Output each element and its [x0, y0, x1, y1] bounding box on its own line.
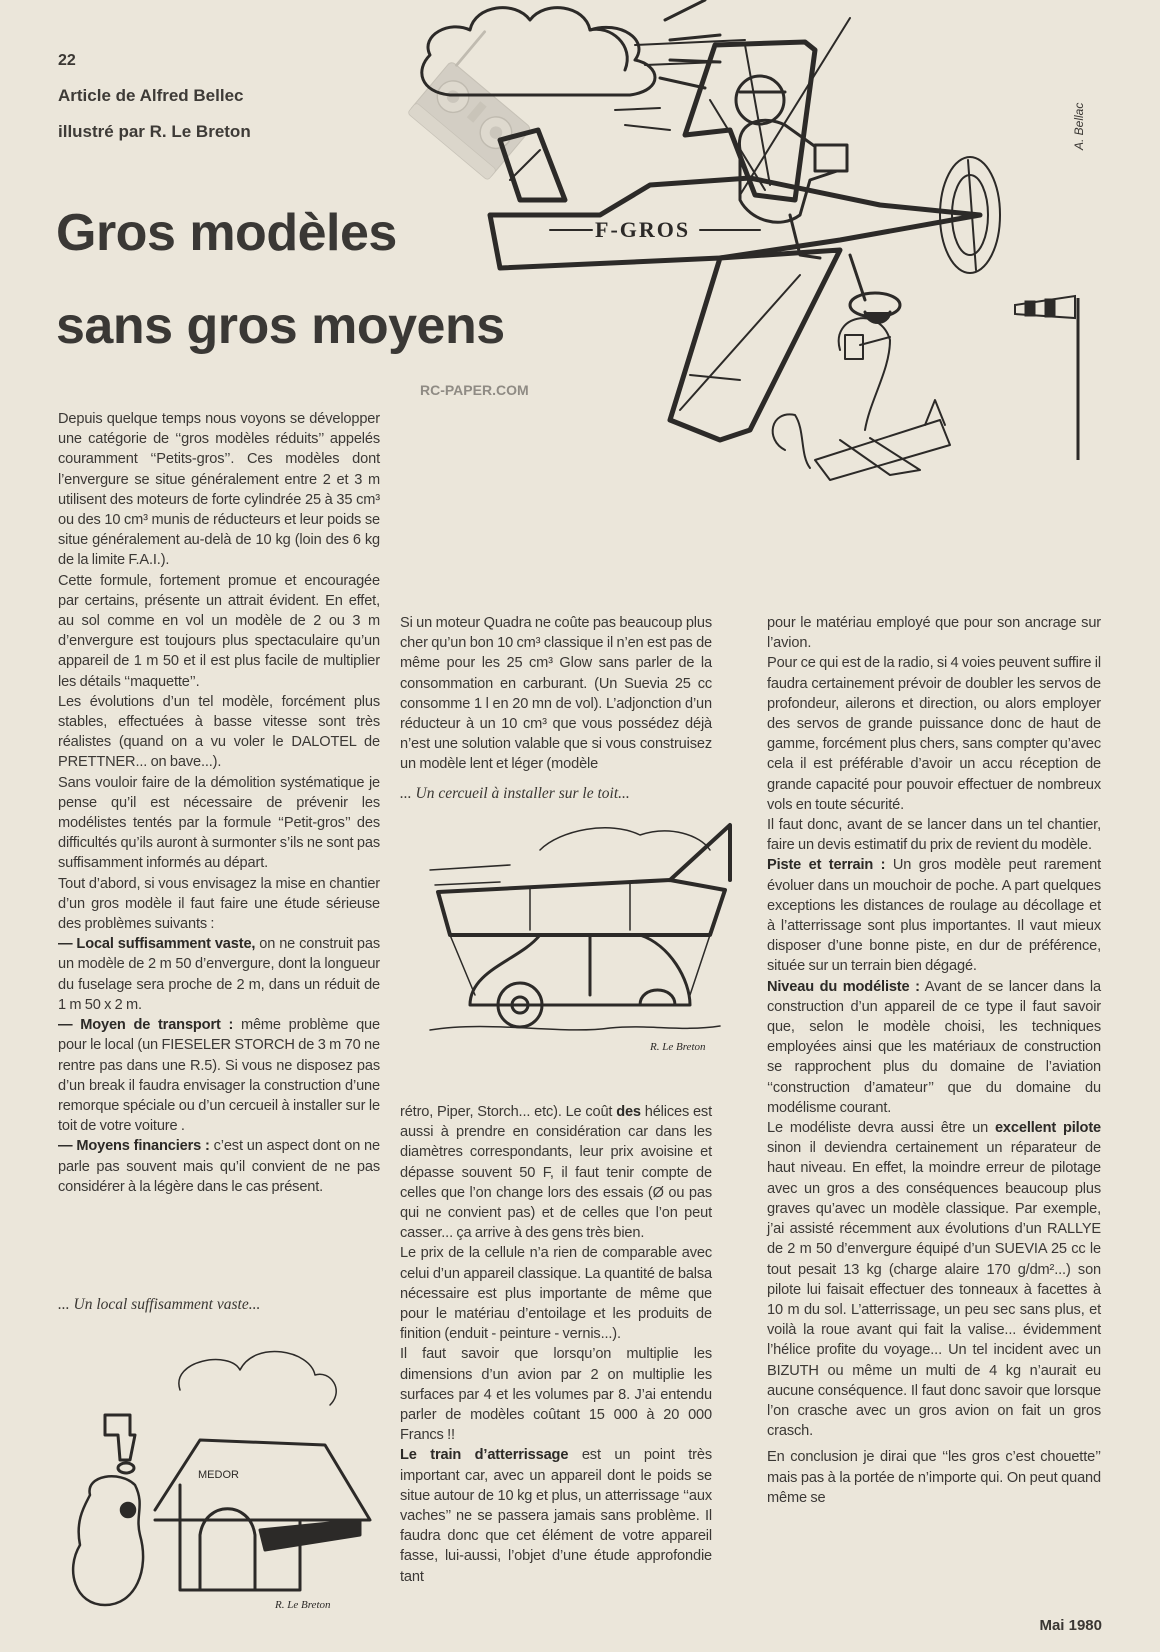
paragraph: Si un moteur Quadra ne coûte pas beaucoup plus cher qu’un bon 10 cm³ classique il n’en est pas de même pour les 25 cm³ Glow sans parler de la consommation en carburant. (Un Suevia 25 cc consomme 1 l en 20 mn de vol). L’adjonction d’un réducteur à un 10 cm³ que vous possédez déjà n’est une solution valable que si vous construisez un modèle lent et léger (modèle	[400, 615, 712, 773]
paragraph: Sans vouloir faire de la démolition systématique je pense qu’il est nécessaire de prévenir les modélistes tentés par la formule ‘‘Petit-gros’’ des difficultés qu’ils auront à surmonter s’ils ne sont pas suffisamment informés au départ.	[58, 774, 380, 872]
plane-registration: F-GROS	[595, 217, 691, 242]
text-run: rétro, Piper, Storch... etc). Le coût	[400, 1104, 617, 1120]
paragraph: Tout d’abord, si vous envisagez la mise en chantier d’un gros modèle il faut faire une étude sérieuse des problèmes suivants :	[58, 875, 380, 933]
kennel-illustration	[60, 1320, 380, 1620]
paragraph	[767, 855, 1101, 976]
paragraph	[767, 1118, 1101, 1441]
bold-text: excellent pilote	[994, 1120, 1101, 1137]
article-column-2-top	[400, 613, 712, 775]
article-column-3	[767, 613, 1101, 1508]
list-item	[58, 1015, 380, 1136]
paragraph: Il faut donc, avant de se lancer dans un tel chantier, faire un devis estimatif du prix de revient du modèle.	[767, 817, 1101, 854]
list-item-text: on ne construit pas un modèle de 2 m 50 d’envergure, dont la longueur du fuselage sera proche de 2 m, dans un réduit de 1 m 50 x 2 m.	[58, 936, 380, 1013]
list-item-label: — Local suffisamment vaste,	[58, 936, 256, 953]
car-caption: ... Un cercueil à installer sur le toit...	[400, 784, 630, 802]
paragraph: En conclusion je dirai que ‘‘les gros c’est chouette’’ mais pas à la portée de n’importe qui. On peut quand même se	[767, 1449, 1101, 1506]
paragraph	[400, 1445, 712, 1586]
paragraph: Cette formule, fortement promue et encouragée par certains, présente un attrait évident. En effet, au sol comme en vol un modèle de 2 ou 3 m d’envergure est toujours plus spectaculaire qu’un appareil de 1 m 50 et il est plus facile de multiplier les détails ‘‘maquette’’.	[58, 572, 380, 690]
list-item-label: — Moyen de transport :	[58, 1017, 234, 1034]
dog-figure	[73, 1476, 143, 1605]
list-item-text: même problème que pour le local (un FIESELER STORCH de 3 m 70 ne rentre pas dans une R.5). Si vous ne disposez pas d’un break il faudra envisager la construction d’une remorque spéciale ou d’un cercueil à installer sur le toit de votre voiture .	[58, 1017, 380, 1135]
paragraph: Il faut savoir que lorsqu’on multiplie les dimensions d’un avion par 2 on multiplie les surfaces par 4 et les volumes par 8. J’ai entendu parler de modèles coûtant 15 000 à 20 000 Francs !!	[400, 1346, 712, 1444]
paragraph	[767, 977, 1101, 1118]
coffin-box	[438, 825, 730, 935]
paragraph: Le prix de la cellule n’a rien de comparable avec celui d’un appareil classique. La quantité de balsa nécessaire est plus importante de même que pour le matériau d’entoilage et les produits de finition (enduit - peinture - vernis...).	[400, 1245, 712, 1343]
article-column-2-bottom	[400, 1102, 712, 1587]
cloud-sun-icon	[422, 0, 720, 95]
text-run: sinon il deviendra certainement un réparateur de haut niveau. En effet, la moindre erreur de pilotage avec un gros a des conséquences beaucoup plus graves qu’avec un modèle classique. Par exemple, j’ai assisté récemment aux évolutions d’un RALLYE de 2 m 50 d’envergure équipé d’un SUEVIA 25 cc le tout pesait 13 kg (charge alaire 170 g/dm²...) son pilote lui faisait effectuer des tonneaux à facettes à 10 m du sol. L’atterrissage, un peu sec sans plus, et voilà la roue avant qui fait la valise... évidemment l’hélice profite du voyage... Un tel incident avec un BIZUTH ou même un multi de 4 kg n’aurait eu aucune conséquence. Il faut donc savoir que lorsque l’on crasche avec un gros avion on fait un gros crasch.	[767, 1140, 1101, 1440]
watermark-text: RC-PAPER.COM	[420, 382, 529, 398]
issue-date: Mai 1980	[1039, 1617, 1102, 1634]
list-item	[58, 1136, 380, 1197]
main-illustration-plane	[420, 0, 1120, 540]
list-item-label: — Moyens financiers :	[58, 1138, 210, 1155]
article-title-line2: sans gros moyens	[56, 297, 505, 355]
section-heading: Piste et terrain :	[767, 857, 886, 874]
illustrator-byline: illustré par R. Le Breton	[58, 122, 251, 141]
text-run: hélices est aussi à prendre en considération car dans les diamètres correspondants, leur prix avoisine et dépasse souvent 50 F, il faut tenir compte de celles que l’on change lors des essais (Ø ou pas qui ne convient pas) et de celles que l’on peut casser... ça arrive à des gens très bien.	[400, 1104, 712, 1242]
list-item	[58, 934, 380, 1015]
list-item-text: c’est un aspect dont on ne parle pas souvent mais qu’il convient de ne pas considérer à la légère dans le cas présent.	[58, 1138, 380, 1195]
kennel-caption: ... Un local suffisamment vaste...	[58, 1296, 261, 1313]
text-run: Le modéliste devra aussi être un	[767, 1120, 995, 1137]
kennel-signature: R. Le Breton	[275, 1599, 331, 1611]
text-run: Avant de se lancer dans la construction d’un appareil de ce type il faut savoir que, selon le modèle choisi, les techniques employées ainsi que les matériaux de construction se rapprochent plus du domaine de l’aviation ‘‘construction d’amateur’’ que du domaine du modélisme courant.	[767, 978, 1101, 1116]
page-number: 22	[58, 52, 76, 69]
article-title-line1: Gros modèles	[56, 204, 397, 262]
text-run: Un gros modèle peut rarement évoluer dans un mouchoir de poche. A part quelques exceptions les distances de roulage au décollage et à l’atterrissage sont plus importantes. Il vaut mieux disposer d’une bonne piste, en dur de préférence, située sur un terrain bien dégagé.	[767, 857, 1101, 975]
paragraph: Pour ce qui est de la radio, si 4 voies peuvent suffire il faudra certainement prévoir de doubler les servos de profondeur, ailerons et direction, ou alors employer des servos de grande puissance donc de haut de gamme, forcément plus chers, sans compter qu’avec cela il est préférable d’avoir un accu réception de grande capacité pour pouvoir effectuer de nombreux vols en toute sécurité.	[767, 655, 1101, 813]
paragraph: Depuis quelque temps nous voyons se développer une catégorie de ‘‘gros modèles réduits’’ appelés couramment ‘‘Petits-gros’’. Ces modèles dont l’envergure se situe généralement entre 2 et 3 m utilisent des moteurs de forte cylindrée 25 à 35 cm³ ou des 10 cm³ munis de réducteurs et leur poids se situe généralement au-delà de 10 kg (loin des 6 kg de la limite F.A.I.).	[58, 411, 380, 569]
main-illustration-signature: A. Bellac	[1072, 102, 1086, 150]
text-run: est un point très important car, avec un appareil dont le poids se situe autour de 10 kg et plus, un atterrissage ‘‘aux vaches’’ ne se passera jamais sans problème. Il faudra donc que cet élément de votre appareil fasse, lui-aussi, l’objet d’une étude approfondie tant	[400, 1447, 712, 1585]
bold-text: des	[616, 1104, 641, 1120]
windsock-icon	[1015, 296, 1078, 460]
paragraph	[400, 1102, 712, 1243]
kennel-sign: MEDOR	[198, 1469, 239, 1481]
small-plane-hammer-icon	[773, 318, 950, 480]
author-byline: Article de Alfred Bellec	[58, 86, 244, 105]
car-icon	[470, 935, 690, 1027]
exclamation-icon	[105, 1415, 135, 1473]
article-column-1	[58, 409, 380, 1197]
car-coffin-illustration	[410, 810, 750, 1060]
paragraph: Les évolutions d’un tel modèle, forcément plus stables, effectuées à basse vitesse sont très réalistes (quand on a vu voler le DALOTEL de PRETTNER... on bave...).	[58, 693, 380, 771]
section-heading: Le train d’atterrissage	[400, 1447, 569, 1464]
paragraph: pour le matériau employé que pour son ancrage sur l’avion.	[767, 615, 1101, 652]
section-heading: Niveau du modéliste :	[767, 978, 920, 995]
car-signature: R. Le Breton	[650, 1041, 706, 1053]
kennel-house	[155, 1440, 370, 1590]
